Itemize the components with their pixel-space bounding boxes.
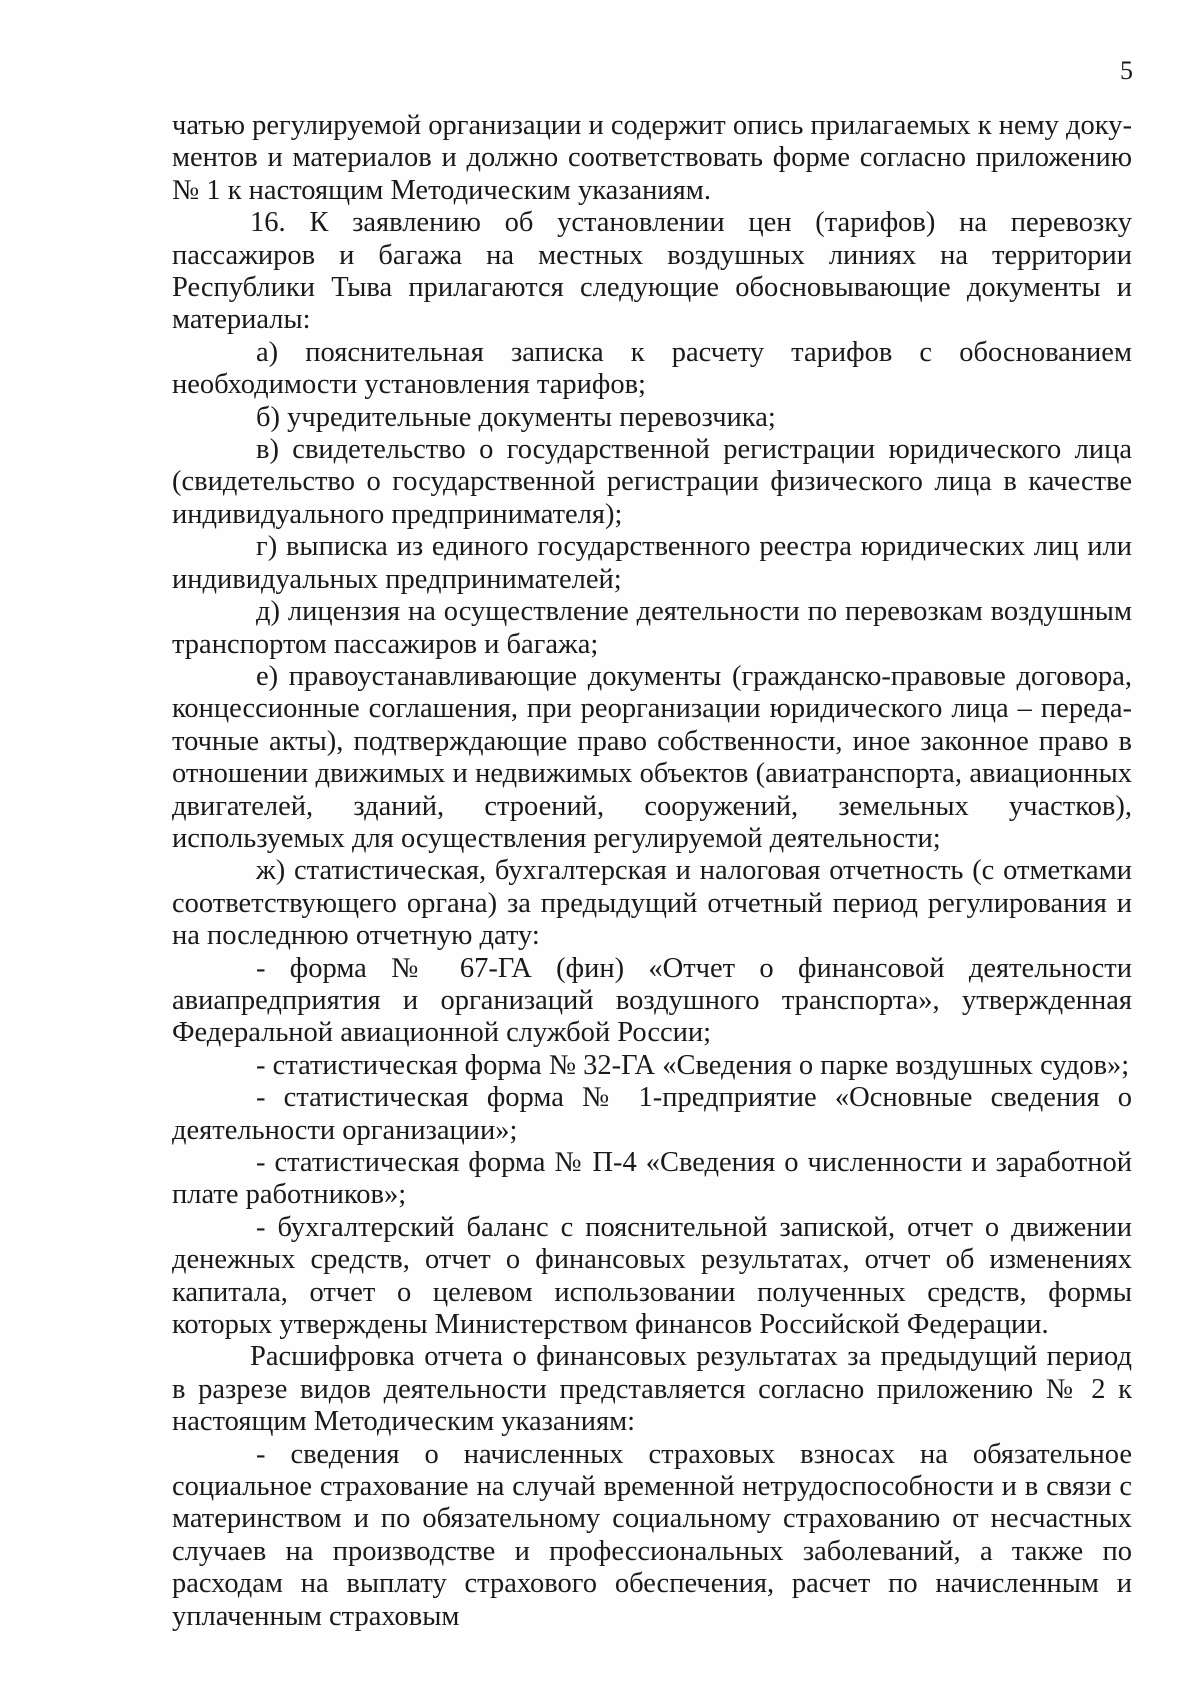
paragraph: - статистическая форма № 32-ГА «Сведения о парке воздушных судов»;: [256, 1049, 1130, 1081]
paragraph: - статистическая форма № 1-предприятие «Основные сведения о деятельности организации»;: [172, 1082, 1132, 1146]
paragraph: б) учредительные документы перевозчика;: [256, 401, 776, 433]
paragraph: в) свидетельство о государственной регистрации юридического лица (свидетельство о государственной регистрации физического лица в качестве индивидуального предпринимателя);: [172, 434, 1132, 530]
paragraph: е) правоустанавливающие документы (гражданско-правовые договора, концессионные соглашения, при реорганизации юридического лица – передаточные акты), подтверждающие право собственности, иное законное право в отношении движимых и недвижимых объектов (авиатранспорта, авиационных двигателей, зданий, строений, сооружений, земельных участков), используемых для осуществления регулируемой деятельности;: [172, 660, 1132, 854]
paragraph: - форма № 67-ГА (фин) «Отчет о финансовой деятельности авиапредприятия и организаций воздушного транспорта», утвержденная Федеральной авиационной службой России;: [172, 952, 1132, 1049]
paragraph: а) пояснительная записка к расчету тарифов с обоснованием необходимости установления тарифов;: [172, 336, 1132, 401]
paragraph: д) лицензия на осуществление деятельности по перевозкам воздушным транспортом пассажиров и багажа;: [172, 596, 1132, 660]
paragraph: г) выписка из единого государственного реестра юридических лиц или индивидуальных предпринимателей;: [172, 531, 1132, 595]
page-number: 5: [1120, 56, 1133, 85]
document-body: [172, 110, 1132, 1633]
paragraph: - бухгалтерский баланс с пояснительной запиской, отчет о движении денежных средств, отчет о финансовых результатах, отчет об изменениях капитала, отчет о целевом использовании полученных средств, формы которых утверждены Министерством финансов Российской Федерации.: [172, 1211, 1132, 1341]
paragraph: - статистическая форма № П-4 «Сведения о численности и заработной плате работников»;: [172, 1147, 1132, 1211]
paragraph: 16. К заявлению об установлении цен (тарифов) на перевозку пассажиров и багажа на местных воздушных линиях на территории Республики Тыва прилагаются следующие обосновывающие документы и материалы:: [172, 207, 1132, 336]
paragraph: ж) статистическая, бухгалтерская и налоговая отчетность (с отметками соответствующего органа) за предыдущий отчетный период регулирования и на последнюю отчетную дату:: [172, 855, 1132, 952]
paragraph: Расшифровка отчета о финансовых результатах за предыдущий период в разрезе видов деятельности представляется согласно приложению № 2 к настоящим Методическим указаниям:: [172, 1341, 1132, 1438]
paragraph: чатью регулируемой организации и содержит опись прилагаемых к нему документов и материалов и должно соответствовать форме согласно приложению № 1 к настоящим Методическим указаниям.: [172, 110, 1132, 206]
paragraph: - сведения о начисленных страховых взносах на обязательное социальное страхование на случай временной нетрудоспособности и в связи с материнством и по обязательному социальному страхованию от несчастных случаев на производстве и профессиональных заболеваний, а также по расходам на выплату страхового обеспечения, расчет по начисленным и уплаченным страховым: [172, 1438, 1132, 1632]
